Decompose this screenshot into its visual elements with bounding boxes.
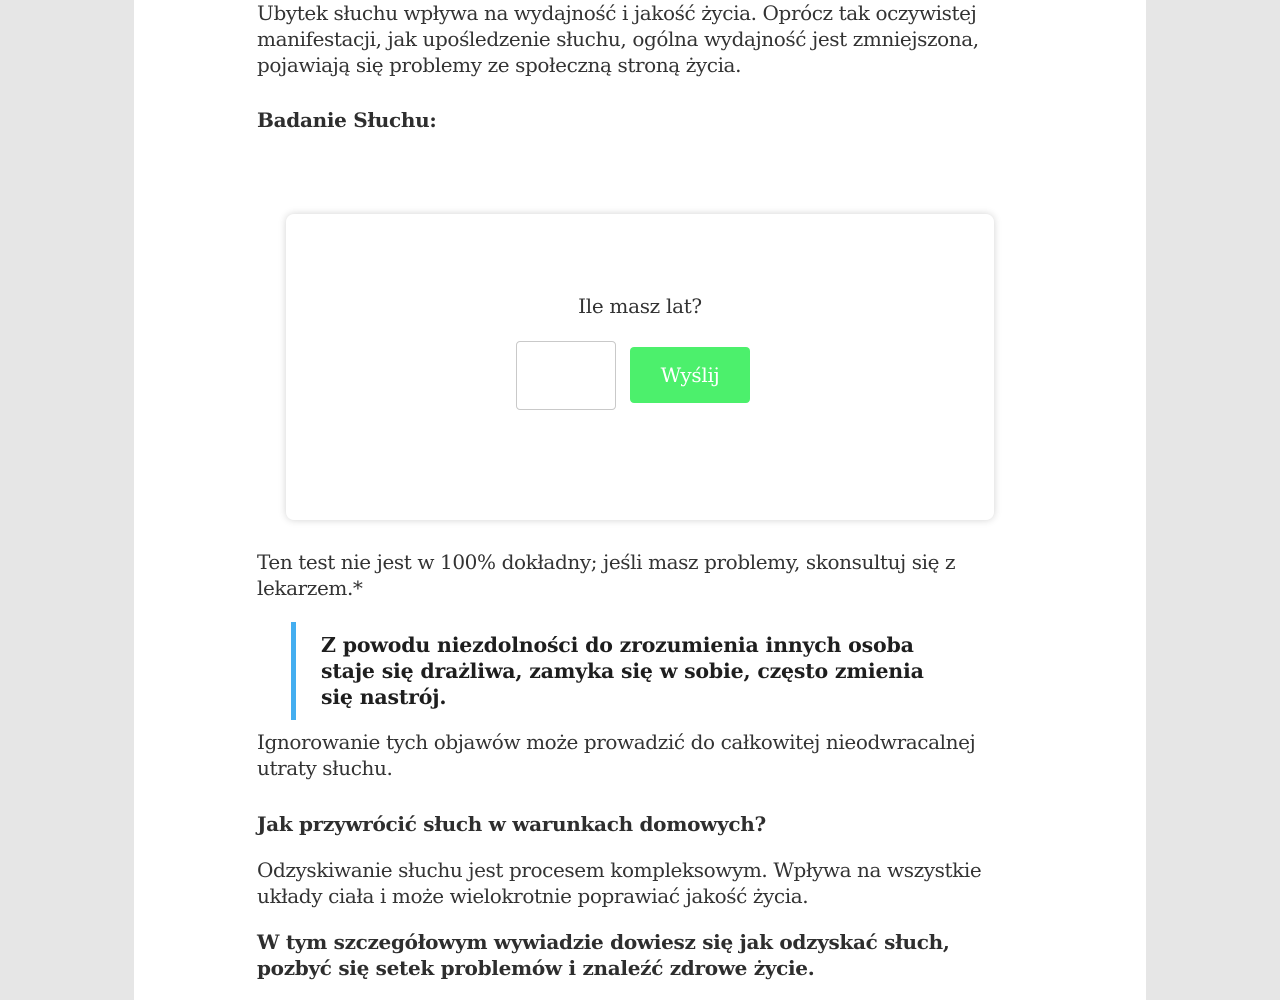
ignore-paragraph: Ignorowanie tych objawów może prowadzić do całkowitej nieodwracalnej utraty słuchu. xyxy=(257,730,976,780)
age-question: Ile masz lat? xyxy=(578,294,702,318)
home-heading: Jak przywrócić słuch w warunkach domowych? xyxy=(257,812,766,836)
test-heading: Badanie Słuchu: xyxy=(257,108,437,132)
page-container xyxy=(134,0,1146,1000)
blockquote xyxy=(291,622,961,720)
interview-bold-paragraph: W tym szczegółowym wywiadzie dowiesz się jak odzyskać słuch, pozbyć się setek problemów i znaleźć zdrowe życie. xyxy=(257,930,950,980)
recovery-paragraph: Odzyskiwanie słuchu jest procesem kompleksowym. Wpływa na wszystkie układy ciała i może wielokrotnie poprawiać jakość życia. xyxy=(257,858,982,908)
intro-paragraph: Ubytek słuchu wpływa na wydajność i jakość życia. Oprócz tak oczywistej manifestacji, jak upośledzenie słuchu, ogólna wydajność jest zmniejszona, pojawiają się problemy ze społeczną stroną życia. xyxy=(257,1,979,77)
blockquote-text: Z powodu niezdolności do zrozumienia innych osoba staje się drażliwa, zamyka się w sobie, często zmienia się nastrój. xyxy=(321,633,924,709)
submit-button[interactable]: Wyślij xyxy=(630,347,750,403)
hearing-test-card xyxy=(286,214,994,520)
age-input[interactable] xyxy=(516,341,616,410)
disclaimer-paragraph: Ten test nie jest w 100% dokładny; jeśli masz problemy, skonsultuj się z lekarzem.* xyxy=(257,550,956,600)
